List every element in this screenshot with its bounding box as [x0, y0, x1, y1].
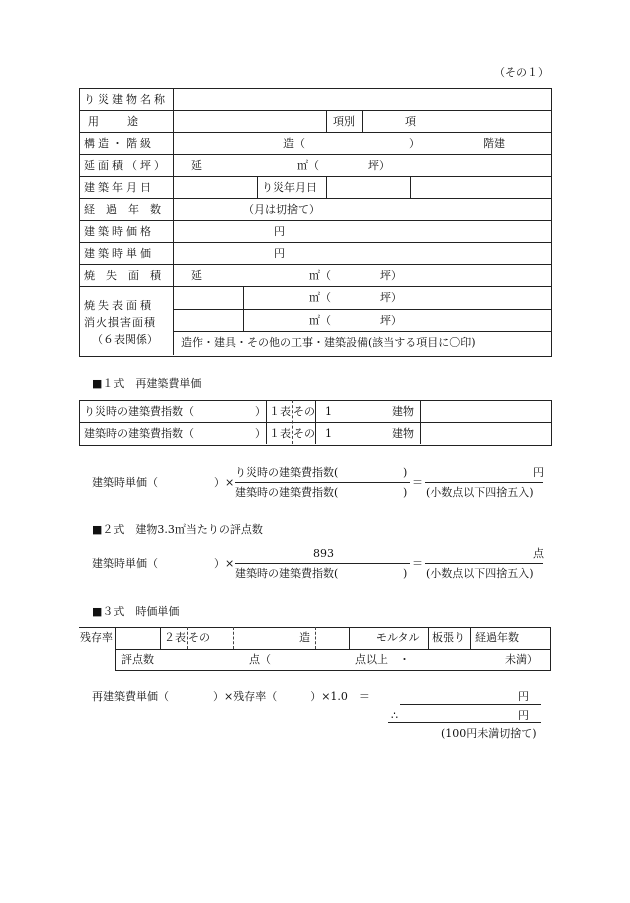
structure-close: ） — [409, 137, 420, 150]
table-ref-2: １表 — [269, 427, 291, 440]
floors-unit: 階建 — [483, 137, 505, 150]
struct-label: 造 — [299, 631, 310, 644]
f2-equals: ＝ — [412, 557, 423, 570]
build-index-close: ） — [255, 427, 266, 440]
burnt-area-prefix: 延 — [191, 269, 202, 282]
f3-note: (100円未満切捨て) — [441, 727, 537, 740]
table-sub-1: その — [293, 405, 315, 418]
f1-left: 建築時単価（ — [92, 476, 158, 489]
f1-numerator: り災時の建築費指数( — [235, 466, 339, 479]
f3-yen-2: 円 — [518, 709, 529, 722]
table-ref-1: １表 — [269, 405, 291, 418]
points-label: 評点数 — [121, 653, 154, 666]
label-structure: 構造・階級 — [84, 137, 154, 150]
board-label: 板張り — [432, 631, 465, 644]
label-burnt-surface: 焼失表面積 — [84, 299, 154, 312]
disaster-index-label: り災時の建築費指数（ — [84, 405, 194, 418]
structure-text: 造（ — [283, 137, 305, 150]
label-extinguish-damage: 消火損害面積 — [84, 316, 156, 329]
years-label: 経過年数 — [475, 631, 519, 644]
label-building-name: り災建物名称 — [84, 93, 168, 106]
table-sub-2: その — [293, 427, 315, 440]
floor-area-tsubo: 坪） — [368, 159, 390, 172]
building-1: 建物 — [392, 405, 414, 418]
table2-ref: ２表 — [164, 631, 186, 644]
burnt-area-tsubo: 坪） — [380, 269, 402, 282]
label-build-unit-price: 建築時単価 — [84, 247, 154, 260]
num-2: 1 — [325, 427, 332, 440]
f1-den-close: ) — [403, 486, 408, 499]
f2-denominator: 建築時の建築費指数( — [235, 567, 339, 580]
num-1: 1 — [325, 405, 332, 418]
surface-m2-a: ㎡（ — [309, 291, 331, 304]
f1-denominator: 建築時の建築費指数( — [235, 486, 339, 499]
f2-points: 点 — [533, 547, 544, 560]
f3-formula: 再建築費単価（ ）×残存率（ ）×1.0 ＝ — [92, 690, 370, 703]
section3-title: ■３式 時価単価 — [92, 605, 180, 618]
f1-times: ）× — [214, 476, 235, 489]
f1-num-close: ) — [403, 466, 408, 479]
label-floor-area: 延面積（坪） — [84, 159, 168, 172]
build-unit-price-unit: 円 — [274, 247, 285, 260]
surface-tsubo-a: 坪） — [380, 291, 402, 304]
f2-left: 建築時単価（ — [92, 557, 158, 570]
f2-rounding: (小数点以下四捨五入) — [426, 567, 534, 580]
f2-times: ）× — [214, 557, 235, 570]
surface-tsubo-b: 坪） — [380, 314, 402, 327]
label-usage: 用 途 — [88, 115, 140, 128]
f1-rounding: (小数点以下四捨五入) — [426, 486, 534, 499]
points-above: 点以上 ・ — [355, 653, 410, 666]
f2-den-close: ) — [403, 567, 408, 580]
building-2: 建物 — [392, 427, 414, 440]
page-label: （その１） — [494, 66, 549, 79]
equipment-note: 造作・建具・その他の工事・建築設備(該当する項目に〇印) — [181, 336, 476, 349]
floor-area-m2: ㎡（ — [297, 159, 319, 172]
disaster-date-label: り災年月日 — [262, 181, 317, 194]
floor-area-prefix: 延 — [191, 159, 202, 172]
surface-m2-b: ㎡（ — [309, 314, 331, 327]
f2-numerator: 893 — [313, 547, 334, 560]
f3-yen: 円 — [518, 690, 529, 703]
label-burnt-area: 焼 失 面 積 — [84, 269, 161, 282]
label-table6-ref: （６表関係） — [92, 333, 158, 346]
build-index-label: 建築時の建築費指数（ — [84, 427, 194, 440]
build-price-unit: 円 — [274, 225, 285, 238]
mortar-label: モルタル — [376, 631, 420, 644]
item-category-label: 項別 — [333, 115, 355, 128]
label-elapsed-years: 経 過 年 数 — [84, 203, 161, 216]
section2-title: ■２式 建物3.3㎡当たりの評点数 — [92, 523, 263, 536]
points-below: 未満） — [505, 653, 538, 666]
residual-label: 残存率 — [80, 631, 113, 644]
label-build-date: 建築年月日 — [84, 181, 154, 194]
label-build-price: 建築時価格 — [84, 225, 154, 238]
f3-therefore: ∴ — [391, 709, 398, 722]
f1-equals: ＝ — [412, 476, 423, 489]
burnt-area-m2: ㎡（ — [309, 269, 331, 282]
section1-title: ■１式 再建築費単価 — [92, 377, 202, 390]
table2-sub: その — [188, 631, 210, 644]
disaster-index-close: ） — [255, 405, 266, 418]
f1-yen: 円 — [533, 466, 544, 479]
elapsed-note: （月は切捨て） — [243, 203, 320, 216]
item-unit: 項 — [405, 115, 416, 128]
points-unit: 点（ — [249, 653, 271, 666]
